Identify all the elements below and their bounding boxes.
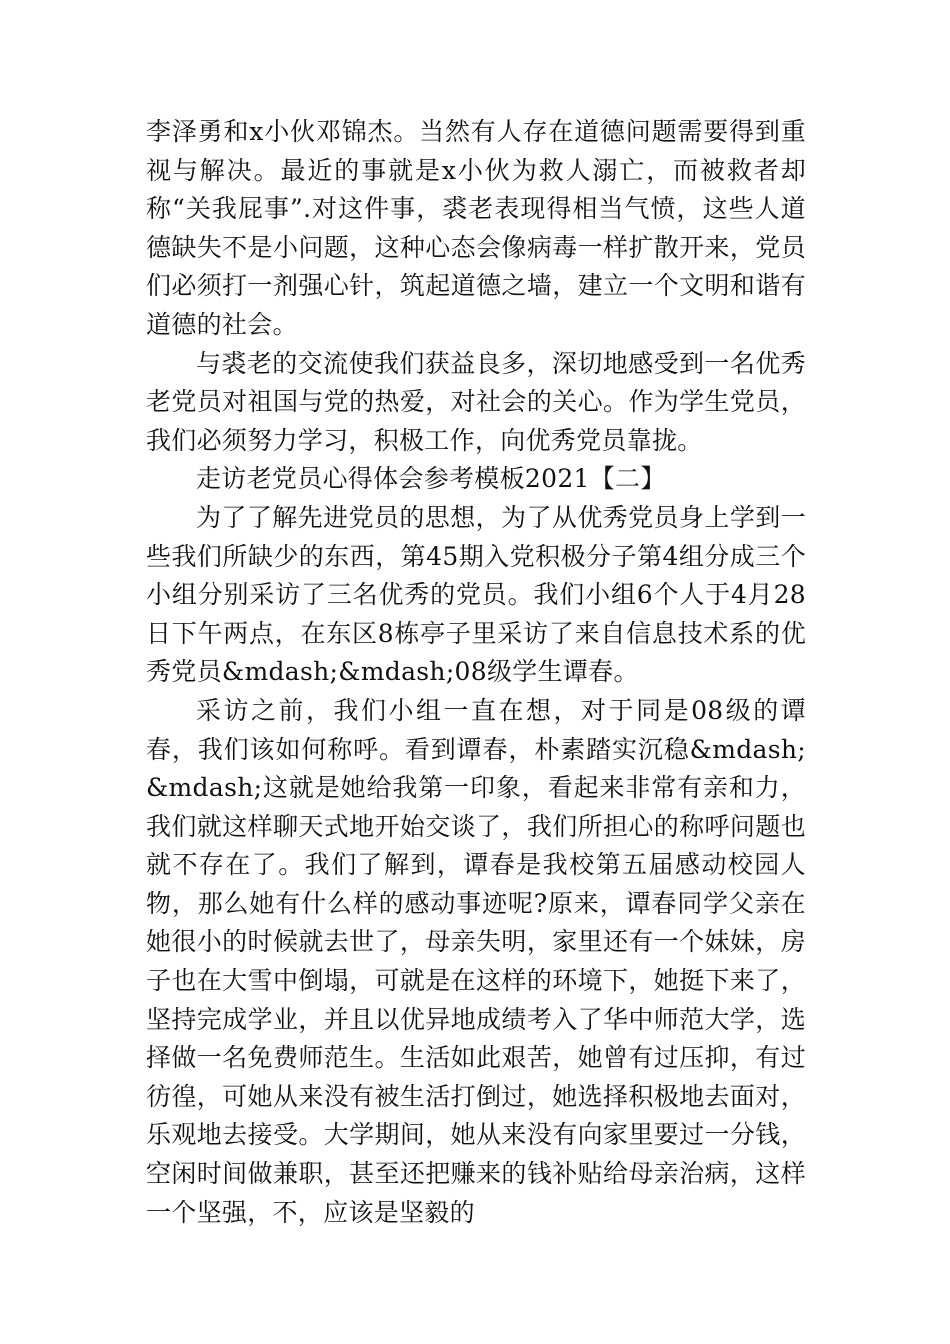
- paragraph-1: 李泽勇和x小伙邓锦杰。当然有人存在道德问题需要得到重视与解决。最近的事就是x小伙为救人溺亡，而被救者却称“关我屁事”.对这件事，裘老表现得相当气愤，这些人道德缺失不是小问题，这种心态会像病毒一样扩散开来，党员们必须打一剂强心针，筑起道德之墙，建立一个文明和谐有道德的社会。: [146, 117, 806, 339]
- section-heading: 走访老党员心得体会参考模板2021【二】: [196, 464, 666, 494]
- paragraph-3: 为了了解先进党员的思想，为了从优秀党员身上学到一些我们所缺少的东西，第45期入党积极分子第4组分成三个小组分别采访了三名优秀的党员。我们小组6个人于4月28日下午两点，在东区8栋亭子里采访了来自信息技术系的优秀党员&mdash;&mdash;08级学生谭春。: [146, 502, 806, 687]
- paragraph-2: 与裘老的交流使我们获益良多，深切地感受到一名优秀老党员对祖国与党的热爱，对社会的关心。作为学生党员，我们必须努力学习，积极工作，向优秀党员靠拢。: [146, 348, 806, 455]
- document-page: [146, 113, 806, 1232]
- paragraph-4: 采访之前，我们小组一直在想，对于同是08级的谭春，我们该如何称呼。看到谭春，朴素踏实沉稳&mdash;&mdash;这就是她给我第一印象，看起来非常有亲和力，我们就这样聊天式地开始交谈了，我们所担心的称呼问题也就不存在了。我们了解到，谭春是我校第五届感动校园人物，那么她有什么样的感动事迹呢?原来，谭春同学父亲在她很小的时候就去世了，母亲失明，家里还有一个妹妹，房子也在大雪中倒塌，可就是在这样的环境下，她挺下来了，坚持完成学业，并且以优异地成绩考入了华中师范大学，选择做一名免费师范生。生活如此艰苦，她曾有过压抑，有过彷徨，可她从来没有被生活打倒过，她选择积极地去面对，乐观地去接受。大学期间，她从来没有向家里要过一分钱，空闲时间做兼职，甚至还把赚来的钱补贴给母亲治病，这样一个坚强，不，应该是坚毅的: [146, 695, 806, 1227]
